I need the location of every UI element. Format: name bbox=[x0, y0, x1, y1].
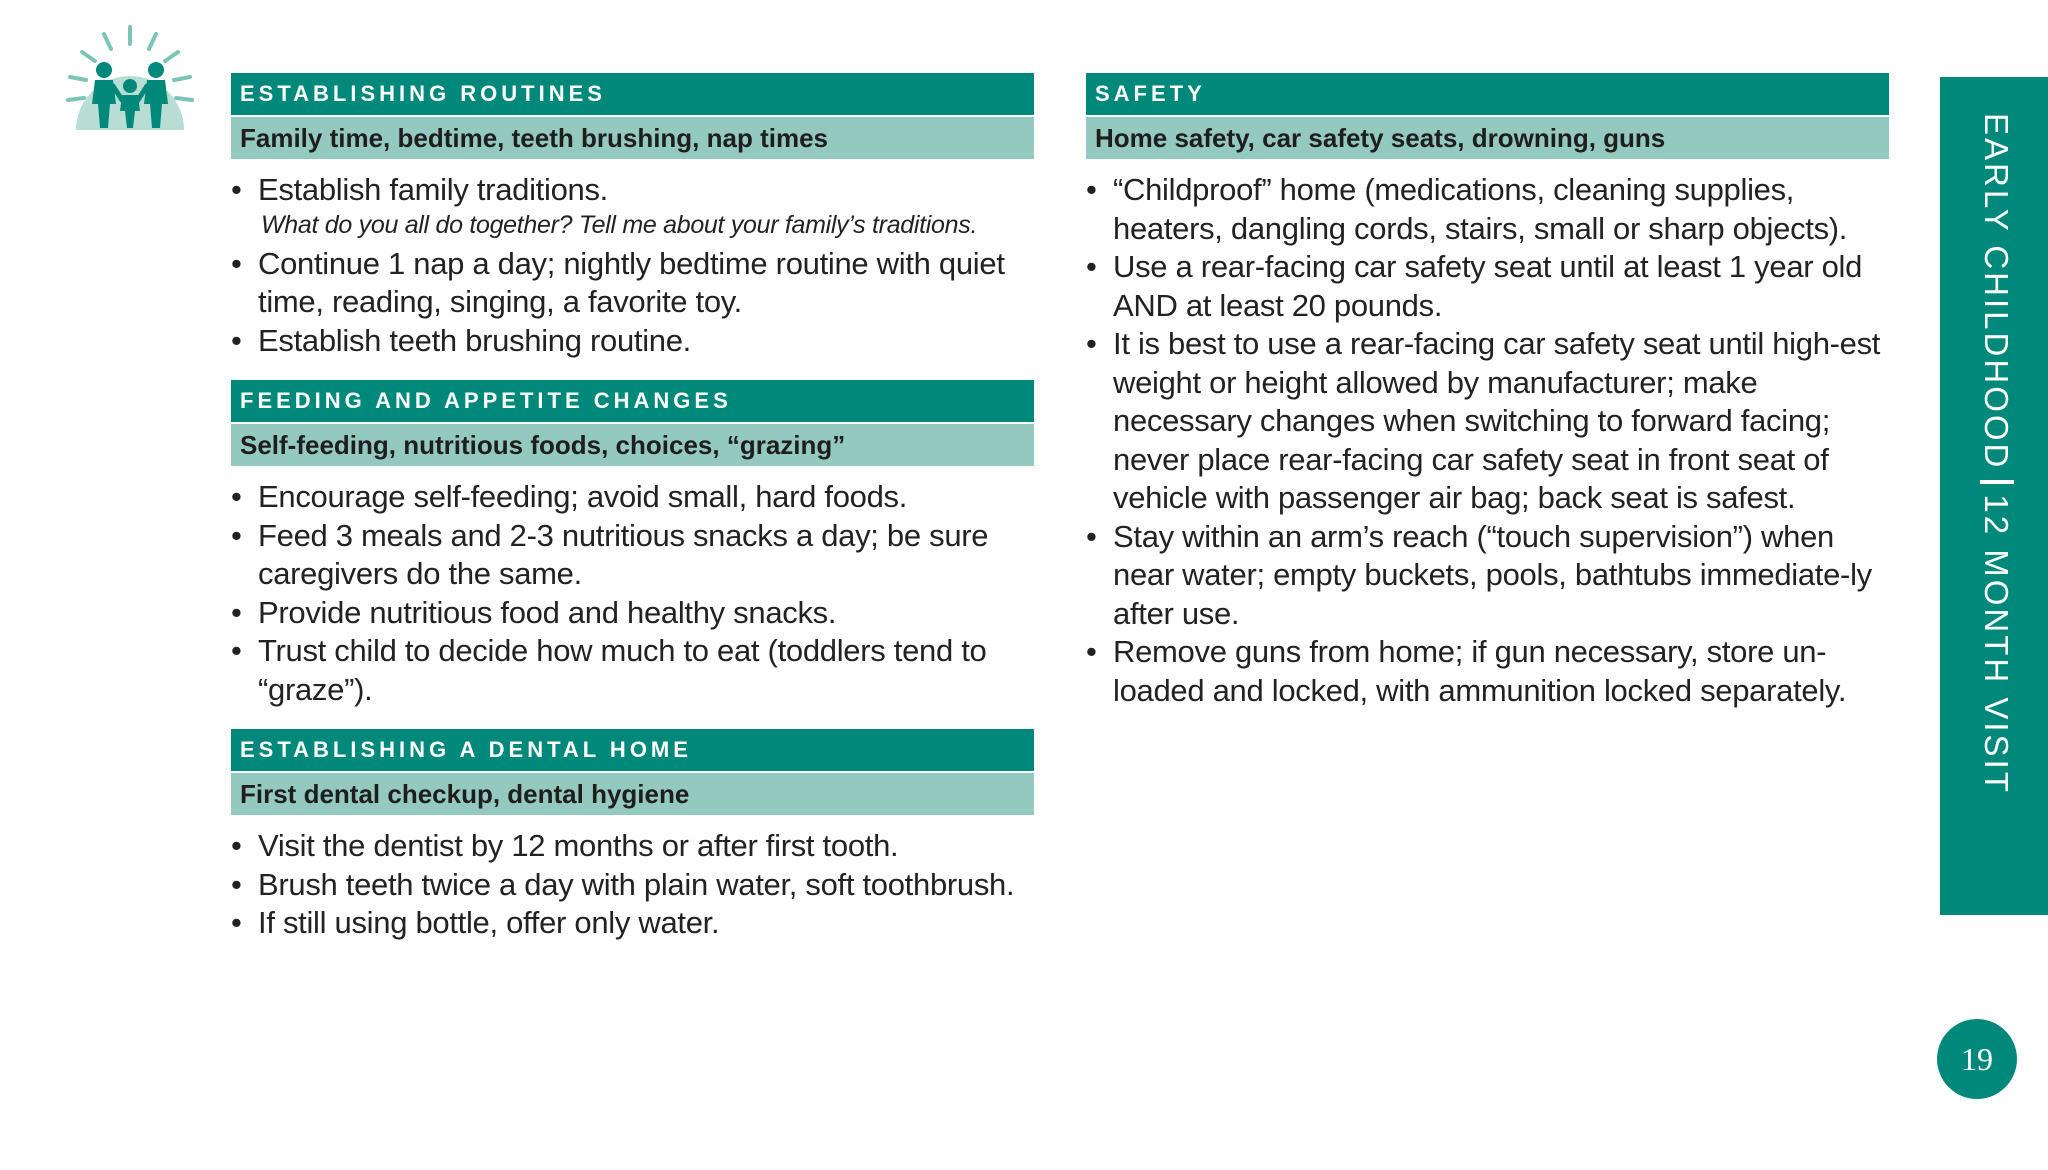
list-item bbox=[231, 594, 1034, 633]
section-title: SAFETY bbox=[1086, 73, 1889, 115]
list-item bbox=[231, 827, 1034, 866]
side-tab-label bbox=[1976, 113, 2016, 795]
list-item bbox=[231, 866, 1034, 905]
item-text: Brush teeth twice a day with plain water, soft toothbrush. bbox=[258, 866, 1015, 902]
section-establishing-routines bbox=[231, 73, 1034, 360]
section-title: ESTABLISHING A DENTAL HOME bbox=[231, 729, 1034, 771]
bullet-list bbox=[231, 478, 1034, 709]
side-tab bbox=[1940, 77, 2048, 915]
divider bbox=[1980, 480, 2014, 484]
list-item bbox=[231, 245, 1034, 322]
item-text: Use a rear-facing car safety seat until at least 1 year old AND at least 20 pounds. bbox=[1113, 249, 1863, 323]
section-title: FEEDING AND APPETITE CHANGES bbox=[231, 380, 1034, 422]
item-text: Continue 1 nap a day; nightly bedtime routine with quiet time, reading, singing, a favorite toy. bbox=[258, 245, 1005, 319]
item-text: Trust child to decide how much to eat (toddlers tend to “graze”). bbox=[258, 633, 987, 707]
right-column bbox=[1086, 73, 1889, 730]
list-item bbox=[231, 322, 1034, 361]
section-subtitle: Family time, bedtime, teeth brushing, nap times bbox=[231, 117, 1034, 159]
list-item bbox=[1086, 633, 1889, 710]
list-item bbox=[231, 904, 1034, 943]
section-subtitle: First dental checkup, dental hygiene bbox=[231, 773, 1034, 815]
item-text: Provide nutritious food and healthy snacks. bbox=[258, 594, 837, 630]
item-text: Remove guns from home; if gun necessary, store un-loaded and locked, with ammunition locked separately. bbox=[1113, 634, 1847, 708]
item-text: Encourage self-feeding; avoid small, hard foods. bbox=[258, 479, 908, 514]
section-safety bbox=[1086, 73, 1889, 710]
item-text: Feed 3 meals and 2-3 nutritious snacks a day; be sure caregivers do the same. bbox=[258, 517, 989, 591]
left-column bbox=[231, 73, 1034, 963]
list-item bbox=[231, 517, 1034, 594]
section-title: ESTABLISHING ROUTINES bbox=[231, 73, 1034, 115]
bullet-list bbox=[1086, 171, 1889, 710]
list-item bbox=[231, 171, 1034, 241]
section-dental-home bbox=[231, 729, 1034, 943]
side-tab-stage: EARLY CHILDHOOD bbox=[1978, 113, 2015, 471]
page-number: 19 bbox=[1937, 1019, 2017, 1099]
list-item bbox=[1086, 325, 1889, 518]
list-item bbox=[231, 632, 1034, 709]
italic-note: What do you all do together? Tell me about your family’s traditions. bbox=[261, 210, 978, 239]
item-text: “Childproof” home (medications, cleaning supplies, heaters, dangling cords, stairs, small or sharp objects). bbox=[1113, 172, 1848, 246]
item-text: Establish teeth brushing routine. bbox=[258, 322, 691, 358]
section-feeding-appetite bbox=[231, 380, 1034, 709]
side-tab-visit: 12 MONTH VISIT bbox=[1978, 494, 2015, 795]
list-item bbox=[231, 478, 1034, 517]
item-text: If still using bottle, offer only water. bbox=[258, 905, 720, 940]
item-text: Establish family traditions. bbox=[258, 172, 608, 207]
family-sun-icon bbox=[62, 22, 198, 134]
bullet-list bbox=[231, 827, 1034, 943]
item-text: Stay within an arm’s reach (“touch supervision”) when near water; empty buckets, pools, bathtubs immediate-ly after use. bbox=[1113, 518, 1872, 631]
list-item bbox=[1086, 518, 1889, 634]
item-text: It is best to use a rear-facing car safety seat until high-est weight or height allowed by manufacturer; make necessary changes when switching to forward facing; never place rear-facing car safety seat in front seat of vehicle with passenger air bag; back seat is safest. bbox=[1113, 326, 1881, 515]
list-item bbox=[1086, 248, 1889, 325]
list-item bbox=[1086, 171, 1889, 248]
section-subtitle: Home safety, car safety seats, drowning, guns bbox=[1086, 117, 1889, 159]
section-subtitle: Self-feeding, nutritious foods, choices, “grazing” bbox=[231, 424, 1034, 466]
item-text: Visit the dentist by 12 months or after first tooth. bbox=[258, 828, 899, 863]
bullet-list bbox=[231, 171, 1034, 360]
